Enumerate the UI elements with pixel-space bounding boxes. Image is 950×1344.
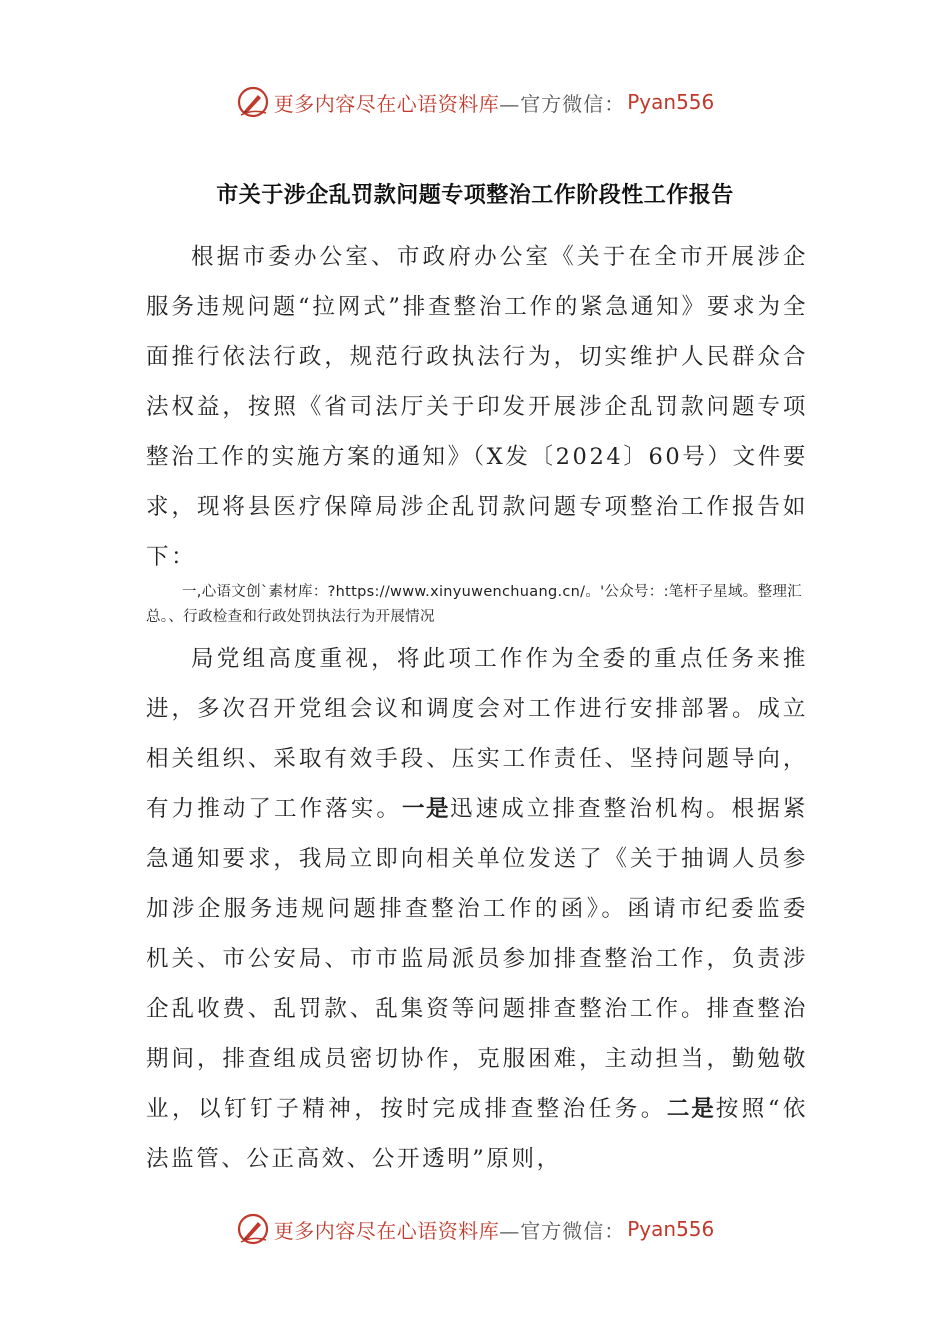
para2-text-3: 按照“依法监管、公正高效、公开透明”原则， (146, 1096, 808, 1172)
watermark-brand-text: 更多内容尽在心语资料库 (273, 1218, 500, 1243)
watermark-banner-top (0, 82, 950, 122)
para2-text-1: 局党组高度重视，将此项工作作为全委的重点任务来推进，多次召开党组会议和调度会对工作进行安排部署。成立相关组织、采取有效手段、压实工作责任、坚持问题导向，有力推动了工作落实。 (146, 646, 808, 822)
watermark-banner-bottom (0, 1209, 950, 1249)
watermark-brand-text: 更多内容尽在心语资料库 (273, 91, 500, 116)
watermark-wechat-id: Pyan556 (627, 1217, 715, 1241)
para2-bold-1: 一是 (402, 796, 451, 822)
watermark-separator-text: —官方微信： (499, 91, 626, 116)
pen-logo-icon (236, 1212, 270, 1246)
document-title: 市关于涉企乱罚款问题专项整治工作阶段性工作报告 (216, 183, 734, 208)
para2-text-2: 迅速成立排查整治机构。根据紧急通知要求，我局立即向相关单位发送了《关于抽调人员参加涉企服务违规问题排查整治工作的函》。函请市纪委监委机关、市公安局、市市监局派员参加排查整治工作，负责涉企乱收费、乱罚款、乱集资等问题排查整治工作。排查整治期间，排查组成员密切协作，克服困难，主动担当，勤勉敬业，以钉钉子精神，按时完成排查整治任务。 (146, 796, 808, 1122)
pen-logo-icon (236, 85, 270, 119)
section-heading (146, 580, 808, 630)
section-heading-text: 一,心语文创`素材库：?https://www.xinyuwenchuang.cn/。'公众号：:笔杆子星域。整理汇总。、行政检查和行政处罚执法行为开展情况 (146, 584, 802, 625)
watermark-separator-text: —官方微信： (499, 1218, 626, 1243)
watermark-wechat-id: Pyan556 (627, 90, 715, 114)
body-paragraph-2 (146, 634, 808, 1184)
intro-paragraph: 根据市委办公室、市政府办公室《关于在全市开展涉企服务违规问题“拉网式”排查整治工作的紧急通知》要求为全面推行依法行政，规范行政执法行为，切实维护人民群众合法权益，按照《省司法厅关于印发开展涉企乱罚款问题专项整治工作的实施方案的通知》（X发〔2024〕60号）文件要求，现将县医疗保障局涉企乱罚款问题专项整治工作报告如下： (146, 244, 808, 570)
para2-bold-2: 二是 (666, 1096, 716, 1122)
